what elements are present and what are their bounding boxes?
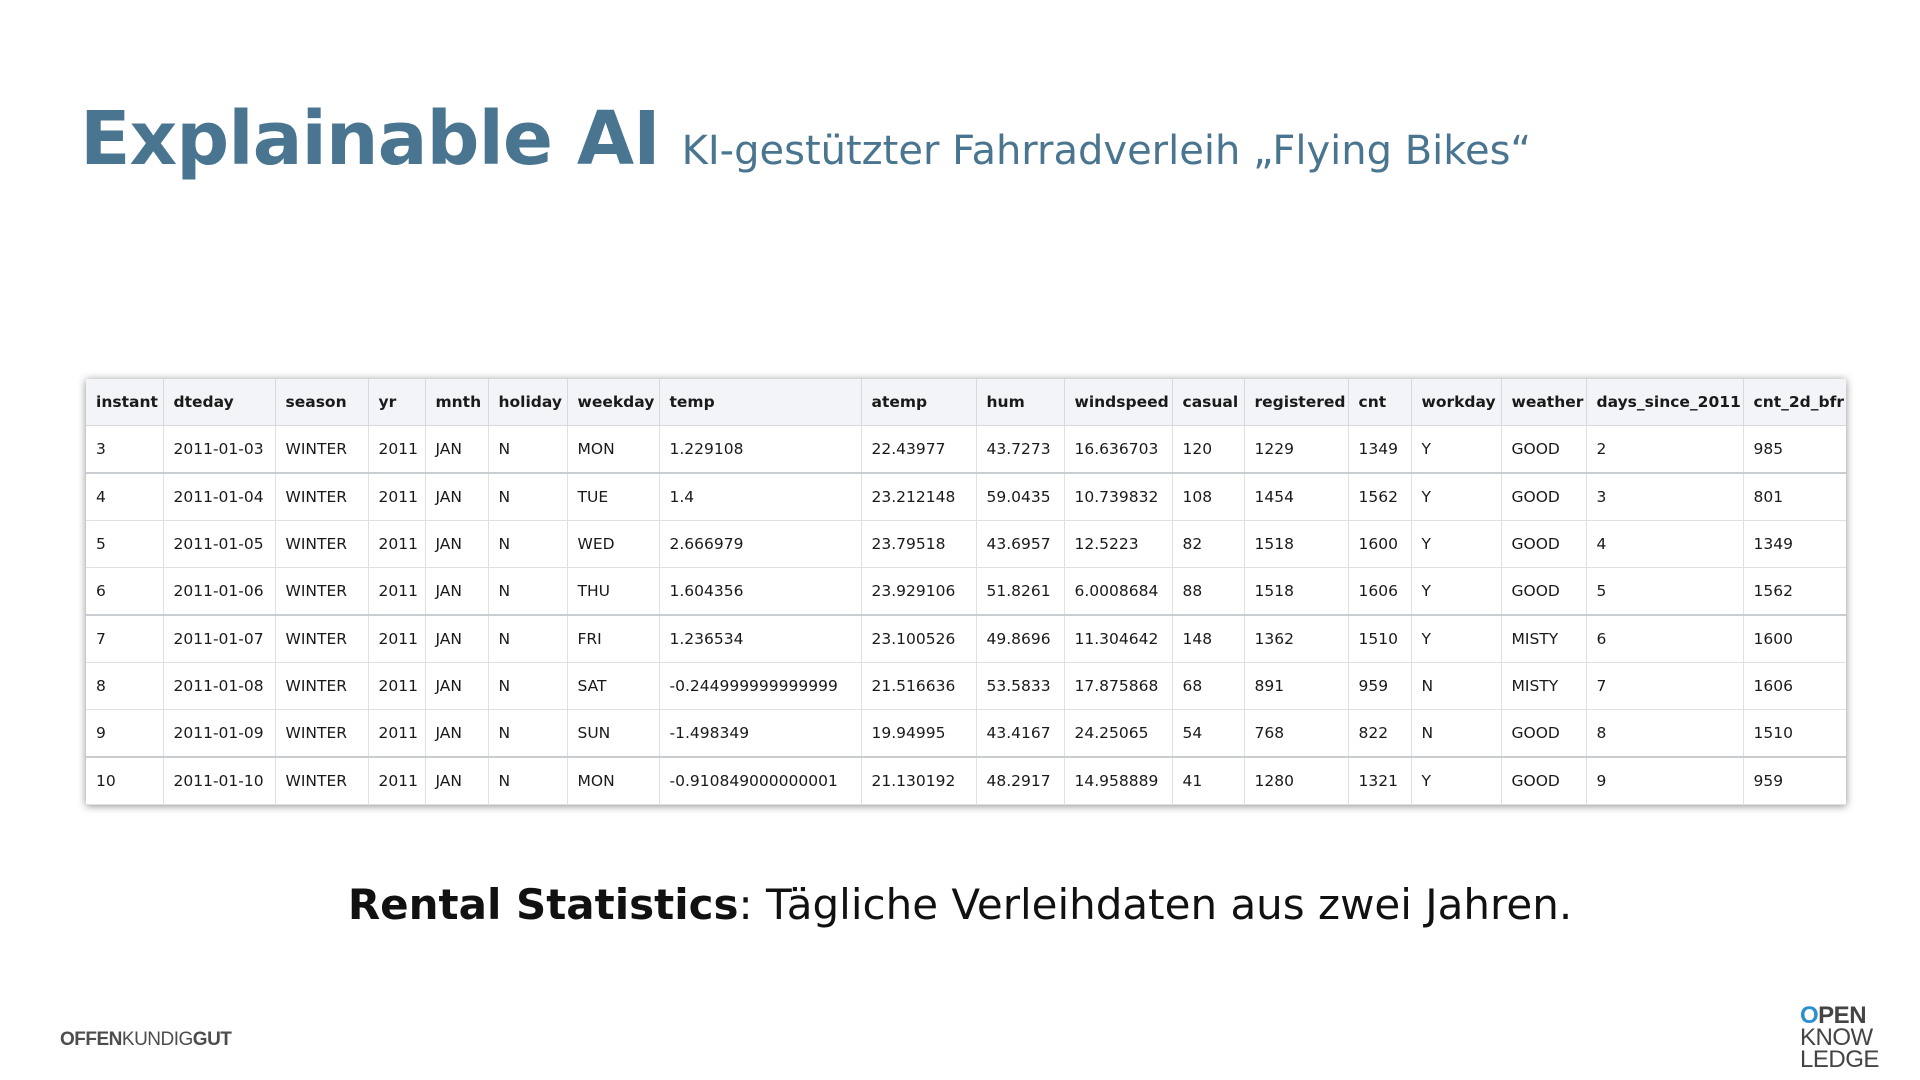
caption-text: : Tägliche Verleihdaten aus zwei Jahren. xyxy=(738,880,1573,929)
table-cell-holiday: N xyxy=(488,710,567,758)
data-table-card xyxy=(86,379,1846,805)
table-cell-mnth: JAN xyxy=(425,521,488,568)
logo-part-offen: OFFEN xyxy=(60,1029,122,1050)
table-cell-season: WINTER xyxy=(275,473,368,521)
table-cell-hum: 43.6957 xyxy=(976,521,1064,568)
table-cell-weather: GOOD xyxy=(1501,710,1586,758)
table-cell-season: WINTER xyxy=(275,568,368,616)
table-cell-hum: 48.2917 xyxy=(976,757,1064,805)
table-cell-registered: 1362 xyxy=(1244,615,1348,663)
table-cell-mnth: JAN xyxy=(425,757,488,805)
column-header-holiday: holiday xyxy=(488,379,567,426)
table-cell-weather: GOOD xyxy=(1501,568,1586,616)
table-cell-windspeed: 24.25065 xyxy=(1064,710,1172,758)
table-cell-weekday: WED xyxy=(567,521,659,568)
table-cell-atemp: 23.100526 xyxy=(861,615,976,663)
table-row xyxy=(86,663,1846,710)
table-cell-instant: 9 xyxy=(86,710,163,758)
table-cell-cnt: 1562 xyxy=(1348,473,1411,521)
table-cell-season: WINTER xyxy=(275,426,368,474)
table-cell-atemp: 23.212148 xyxy=(861,473,976,521)
table-cell-registered: 1518 xyxy=(1244,521,1348,568)
table-cell-dteday: 2011-01-09 xyxy=(163,710,275,758)
column-header-dteday: dteday xyxy=(163,379,275,426)
table-cell-registered: 1518 xyxy=(1244,568,1348,616)
table-row xyxy=(86,568,1846,616)
table-cell-atemp: 23.929106 xyxy=(861,568,976,616)
column-header-days-since-2011: days_since_2011 xyxy=(1586,379,1743,426)
table-cell-weekday: SAT xyxy=(567,663,659,710)
column-header-atemp: atemp xyxy=(861,379,976,426)
table-cell-casual: 148 xyxy=(1172,615,1244,663)
table-cell-yr: 2011 xyxy=(368,426,425,474)
table-cell-cnt: 1600 xyxy=(1348,521,1411,568)
table-cell-yr: 2011 xyxy=(368,757,425,805)
table-cell-cnt-2d-bfr: 985 xyxy=(1743,426,1846,474)
table-cell-atemp: 22.43977 xyxy=(861,426,976,474)
table-cell-yr: 2011 xyxy=(368,615,425,663)
table-cell-yr: 2011 xyxy=(368,568,425,616)
table-header-row xyxy=(86,379,1846,426)
table-cell-registered: 1229 xyxy=(1244,426,1348,474)
rental-data-table xyxy=(86,379,1846,805)
table-row xyxy=(86,473,1846,521)
column-header-registered: registered xyxy=(1244,379,1348,426)
table-cell-registered: 1280 xyxy=(1244,757,1348,805)
table-cell-casual: 108 xyxy=(1172,473,1244,521)
table-cell-holiday: N xyxy=(488,426,567,474)
table-cell-mnth: JAN xyxy=(425,426,488,474)
table-cell-season: WINTER xyxy=(275,757,368,805)
table-cell-cnt: 1349 xyxy=(1348,426,1411,474)
table-cell-atemp: 23.79518 xyxy=(861,521,976,568)
table-cell-days-since-2011: 8 xyxy=(1586,710,1743,758)
table-row xyxy=(86,615,1846,663)
table-cell-days-since-2011: 3 xyxy=(1586,473,1743,521)
column-header-season: season xyxy=(275,379,368,426)
logo-o-letter: O xyxy=(1800,1002,1819,1029)
table-cell-days-since-2011: 2 xyxy=(1586,426,1743,474)
table-cell-holiday: N xyxy=(488,568,567,616)
table-cell-yr: 2011 xyxy=(368,710,425,758)
table-cell-casual: 88 xyxy=(1172,568,1244,616)
table-cell-casual: 54 xyxy=(1172,710,1244,758)
table-body xyxy=(86,426,1846,805)
table-cell-workday: N xyxy=(1411,710,1501,758)
table-cell-instant: 8 xyxy=(86,663,163,710)
table-cell-days-since-2011: 9 xyxy=(1586,757,1743,805)
table-cell-mnth: JAN xyxy=(425,710,488,758)
table-cell-temp: -0.910849000000001 xyxy=(659,757,861,805)
table-cell-temp: 1.4 xyxy=(659,473,861,521)
table-cell-weekday: TUE xyxy=(567,473,659,521)
table-cell-instant: 3 xyxy=(86,426,163,474)
table-cell-yr: 2011 xyxy=(368,663,425,710)
table-cell-hum: 59.0435 xyxy=(976,473,1064,521)
table-cell-dteday: 2011-01-06 xyxy=(163,568,275,616)
table-cell-season: WINTER xyxy=(275,663,368,710)
table-cell-workday: Y xyxy=(1411,757,1501,805)
table-cell-windspeed: 12.5223 xyxy=(1064,521,1172,568)
table-cell-mnth: JAN xyxy=(425,568,488,616)
table-cell-dteday: 2011-01-03 xyxy=(163,426,275,474)
column-header-cnt-2d-bfr: cnt_2d_bfr xyxy=(1743,379,1846,426)
table-cell-temp: -1.498349 xyxy=(659,710,861,758)
table-cell-weekday: SUN xyxy=(567,710,659,758)
table-cell-cnt: 822 xyxy=(1348,710,1411,758)
table-cell-workday: Y xyxy=(1411,615,1501,663)
table-cell-season: WINTER xyxy=(275,710,368,758)
caption-bold: Rental Statistics xyxy=(347,880,739,929)
table-cell-season: WINTER xyxy=(275,521,368,568)
column-header-yr: yr xyxy=(368,379,425,426)
table-cell-casual: 68 xyxy=(1172,663,1244,710)
table-cell-cnt-2d-bfr: 1510 xyxy=(1743,710,1846,758)
table-cell-workday: Y xyxy=(1411,521,1501,568)
table-cell-mnth: JAN xyxy=(425,615,488,663)
logo-pen: PEN xyxy=(1818,1002,1867,1029)
table-row xyxy=(86,521,1846,568)
table-row xyxy=(86,757,1846,805)
table-cell-cnt-2d-bfr: 1349 xyxy=(1743,521,1846,568)
logo-part-kundig: KUNDIG xyxy=(121,1029,193,1050)
column-header-weekday: weekday xyxy=(567,379,659,426)
table-cell-dteday: 2011-01-04 xyxy=(163,473,275,521)
table-cell-registered: 1454 xyxy=(1244,473,1348,521)
table-cell-instant: 7 xyxy=(86,615,163,663)
column-header-instant: instant xyxy=(86,379,163,426)
table-cell-temp: 2.666979 xyxy=(659,521,861,568)
table-cell-atemp: 21.516636 xyxy=(861,663,976,710)
table-cell-casual: 82 xyxy=(1172,521,1244,568)
open-knowledge-logo xyxy=(1800,1002,1879,1073)
table-row xyxy=(86,710,1846,758)
slide-title xyxy=(80,96,1531,182)
title-subtitle: KI-gestützter Fahrradverleih „Flying Bikes“ xyxy=(681,128,1532,174)
table-cell-hum: 43.7273 xyxy=(976,426,1064,474)
table-cell-weekday: THU xyxy=(567,568,659,616)
table-cell-temp: 1.229108 xyxy=(659,426,861,474)
table-cell-weather: GOOD xyxy=(1501,426,1586,474)
table-cell-days-since-2011: 4 xyxy=(1586,521,1743,568)
table-cell-windspeed: 11.304642 xyxy=(1064,615,1172,663)
table-cell-cnt: 1510 xyxy=(1348,615,1411,663)
table-cell-atemp: 19.94995 xyxy=(861,710,976,758)
column-header-temp: temp xyxy=(659,379,861,426)
table-cell-cnt-2d-bfr: 1600 xyxy=(1743,615,1846,663)
table-cell-cnt: 1606 xyxy=(1348,568,1411,616)
table-cell-weather: MISTY xyxy=(1501,663,1586,710)
column-header-mnth: mnth xyxy=(425,379,488,426)
table-cell-instant: 6 xyxy=(86,568,163,616)
table-cell-hum: 51.8261 xyxy=(976,568,1064,616)
table-cell-registered: 768 xyxy=(1244,710,1348,758)
table-cell-dteday: 2011-01-07 xyxy=(163,615,275,663)
table-cell-yr: 2011 xyxy=(368,473,425,521)
table-cell-cnt: 1321 xyxy=(1348,757,1411,805)
table-cell-windspeed: 14.958889 xyxy=(1064,757,1172,805)
logo-ledge: LEDGE xyxy=(1800,1046,1879,1073)
table-cell-registered: 891 xyxy=(1244,663,1348,710)
table-cell-hum: 49.8696 xyxy=(976,615,1064,663)
table-cell-instant: 10 xyxy=(86,757,163,805)
table-cell-holiday: N xyxy=(488,473,567,521)
table-cell-holiday: N xyxy=(488,521,567,568)
table-cell-instant: 5 xyxy=(86,521,163,568)
table-cell-atemp: 21.130192 xyxy=(861,757,976,805)
column-header-windspeed: windspeed xyxy=(1064,379,1172,426)
table-cell-weather: GOOD xyxy=(1501,521,1586,568)
table-cell-holiday: N xyxy=(488,663,567,710)
table-cell-temp: 1.236534 xyxy=(659,615,861,663)
table-cell-days-since-2011: 6 xyxy=(1586,615,1743,663)
table-cell-dteday: 2011-01-08 xyxy=(163,663,275,710)
column-header-workday: workday xyxy=(1411,379,1501,426)
table-cell-cnt-2d-bfr: 801 xyxy=(1743,473,1846,521)
table-cell-cnt-2d-bfr: 959 xyxy=(1743,757,1846,805)
table-cell-mnth: JAN xyxy=(425,663,488,710)
table-cell-weather: GOOD xyxy=(1501,757,1586,805)
table-cell-weather: GOOD xyxy=(1501,473,1586,521)
table-cell-season: WINTER xyxy=(275,615,368,663)
table-cell-weather: MISTY xyxy=(1501,615,1586,663)
offenkundiggut-logo xyxy=(60,1029,231,1051)
table-cell-windspeed: 6.0008684 xyxy=(1064,568,1172,616)
table-cell-casual: 41 xyxy=(1172,757,1244,805)
slide-caption xyxy=(0,880,1920,929)
table-cell-instant: 4 xyxy=(86,473,163,521)
table-cell-weekday: MON xyxy=(567,426,659,474)
table-cell-hum: 53.5833 xyxy=(976,663,1064,710)
table-cell-workday: N xyxy=(1411,663,1501,710)
table-cell-workday: Y xyxy=(1411,568,1501,616)
table-cell-cnt-2d-bfr: 1562 xyxy=(1743,568,1846,616)
column-header-cnt: cnt xyxy=(1348,379,1411,426)
table-cell-yr: 2011 xyxy=(368,521,425,568)
table-cell-weekday: MON xyxy=(567,757,659,805)
table-cell-workday: Y xyxy=(1411,426,1501,474)
table-row xyxy=(86,426,1846,474)
table-cell-hum: 43.4167 xyxy=(976,710,1064,758)
table-cell-windspeed: 17.875868 xyxy=(1064,663,1172,710)
table-cell-weekday: FRI xyxy=(567,615,659,663)
table-cell-cnt: 959 xyxy=(1348,663,1411,710)
table-cell-holiday: N xyxy=(488,757,567,805)
column-header-weather: weather xyxy=(1501,379,1586,426)
table-cell-days-since-2011: 5 xyxy=(1586,568,1743,616)
table-cell-windspeed: 10.739832 xyxy=(1064,473,1172,521)
logo-part-gut: GUT xyxy=(192,1029,232,1050)
table-cell-dteday: 2011-01-05 xyxy=(163,521,275,568)
table-cell-mnth: JAN xyxy=(425,473,488,521)
column-header-casual: casual xyxy=(1172,379,1244,426)
column-header-hum: hum xyxy=(976,379,1064,426)
title-main: Explainable AI xyxy=(80,96,660,182)
table-cell-holiday: N xyxy=(488,615,567,663)
table-cell-casual: 120 xyxy=(1172,426,1244,474)
table-cell-workday: Y xyxy=(1411,473,1501,521)
table-cell-cnt-2d-bfr: 1606 xyxy=(1743,663,1846,710)
logo-know: KNOW xyxy=(1800,1024,1873,1051)
table-cell-temp: 1.604356 xyxy=(659,568,861,616)
table-cell-days-since-2011: 7 xyxy=(1586,663,1743,710)
table-cell-dteday: 2011-01-10 xyxy=(163,757,275,805)
table-cell-windspeed: 16.636703 xyxy=(1064,426,1172,474)
table-cell-temp: -0.244999999999999 xyxy=(659,663,861,710)
